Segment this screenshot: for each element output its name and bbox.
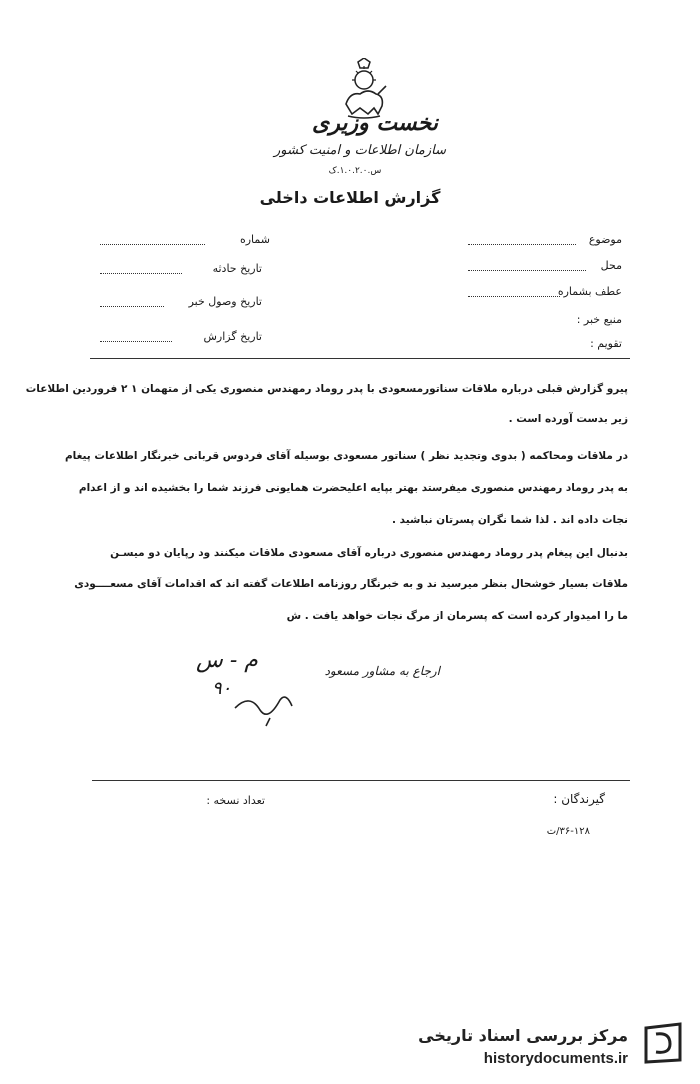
handwritten-note: ارجاع به مشاور مسعود [324, 664, 440, 678]
watermark-url: historydocuments.ir [483, 1050, 628, 1067]
header-code: س.۱.۰.۲.۰.ک [328, 166, 382, 176]
field-subject-label: موضوع [588, 233, 622, 246]
body-line: به پدر روماد رمهندس منصوری میفرستد بهتر بپایه اعلیحضرت همایونی فرزند شما را بخشیده اند و از اعدام [78, 482, 628, 494]
field-reference-label: عطف بشماره [557, 285, 622, 298]
body-line: ما را امیدوار کرده است که پسرمان از مرگ نجات خواهد یافت . ش [286, 610, 628, 622]
field-calendar-label: تقویم : [590, 337, 622, 350]
watermark-name: مرکز بررسی اسناد تاریخی [418, 1026, 628, 1045]
field-receipt-date-label: تاریخ وصول خبر [188, 295, 262, 308]
field-incident-date-line [100, 273, 182, 274]
field-incident-date-label: تاریخ حادثه [212, 262, 262, 275]
field-source-label: منبع خبر : [576, 313, 622, 326]
body-line: نجات داده اند . لذا شما نگران پسرتان نباشید . [392, 514, 628, 526]
field-report-date-label: تاریخ گزارش [203, 330, 262, 343]
report-title: گزارش اطلاعات داخلی [259, 188, 441, 207]
body-line: ملاقات بسیار خوشحال بنظر میرسید ند و به خبرنگار روزنامه اطلاعات گفته اند که اقدامات آقای مسعــــودی [74, 578, 628, 590]
field-report-date-line [100, 341, 172, 342]
handwritten-digits: ۹۰ [212, 678, 232, 699]
field-location-line [468, 270, 586, 271]
body-line: پیرو گزارش قبلی درباره ملاقات سناتورمسعودی با پدر روماد رمهندس منصوری یکی از متهمان ۱ ۲ فروردین اطلاعات [25, 383, 628, 395]
form-number: ۳۶-۱۲۸/ت [546, 826, 590, 837]
field-location-label: محل [600, 259, 622, 272]
body-line: زیر بدست آورده است . [508, 413, 628, 425]
handwritten-mark: م - س [196, 648, 258, 673]
field-number-line [100, 244, 205, 245]
field-subject-line [468, 244, 576, 245]
header-organization: سازمان اطلاعات و امنیت کشور [273, 143, 447, 158]
field-number-label: شماره [239, 233, 270, 246]
body-line: بدنبال این پیغام پدر روماد رمهندس منصوری درباره آقای مسعودی ملاقات میکنند ود رپایان دو میسـن [110, 547, 628, 559]
recipients-label: گیرندگان : [553, 792, 605, 806]
header-title: نخست وزیری [312, 110, 438, 136]
footer-divider [92, 780, 630, 781]
header-divider [90, 358, 630, 359]
archive-logo-icon [640, 1020, 686, 1066]
field-reference-line [468, 296, 560, 297]
handwritten-signature-icon [230, 688, 300, 728]
body-line: در ملاقات ومحاکمه ( بدوی وتجدید نظر ) سناتور مسعودی بوسیله آقای فردوس قربانی خبرنگار اطلاعات پیغام [64, 450, 628, 462]
copies-label: تعداد نسخه : [206, 794, 265, 807]
field-receipt-date-line [100, 306, 164, 307]
